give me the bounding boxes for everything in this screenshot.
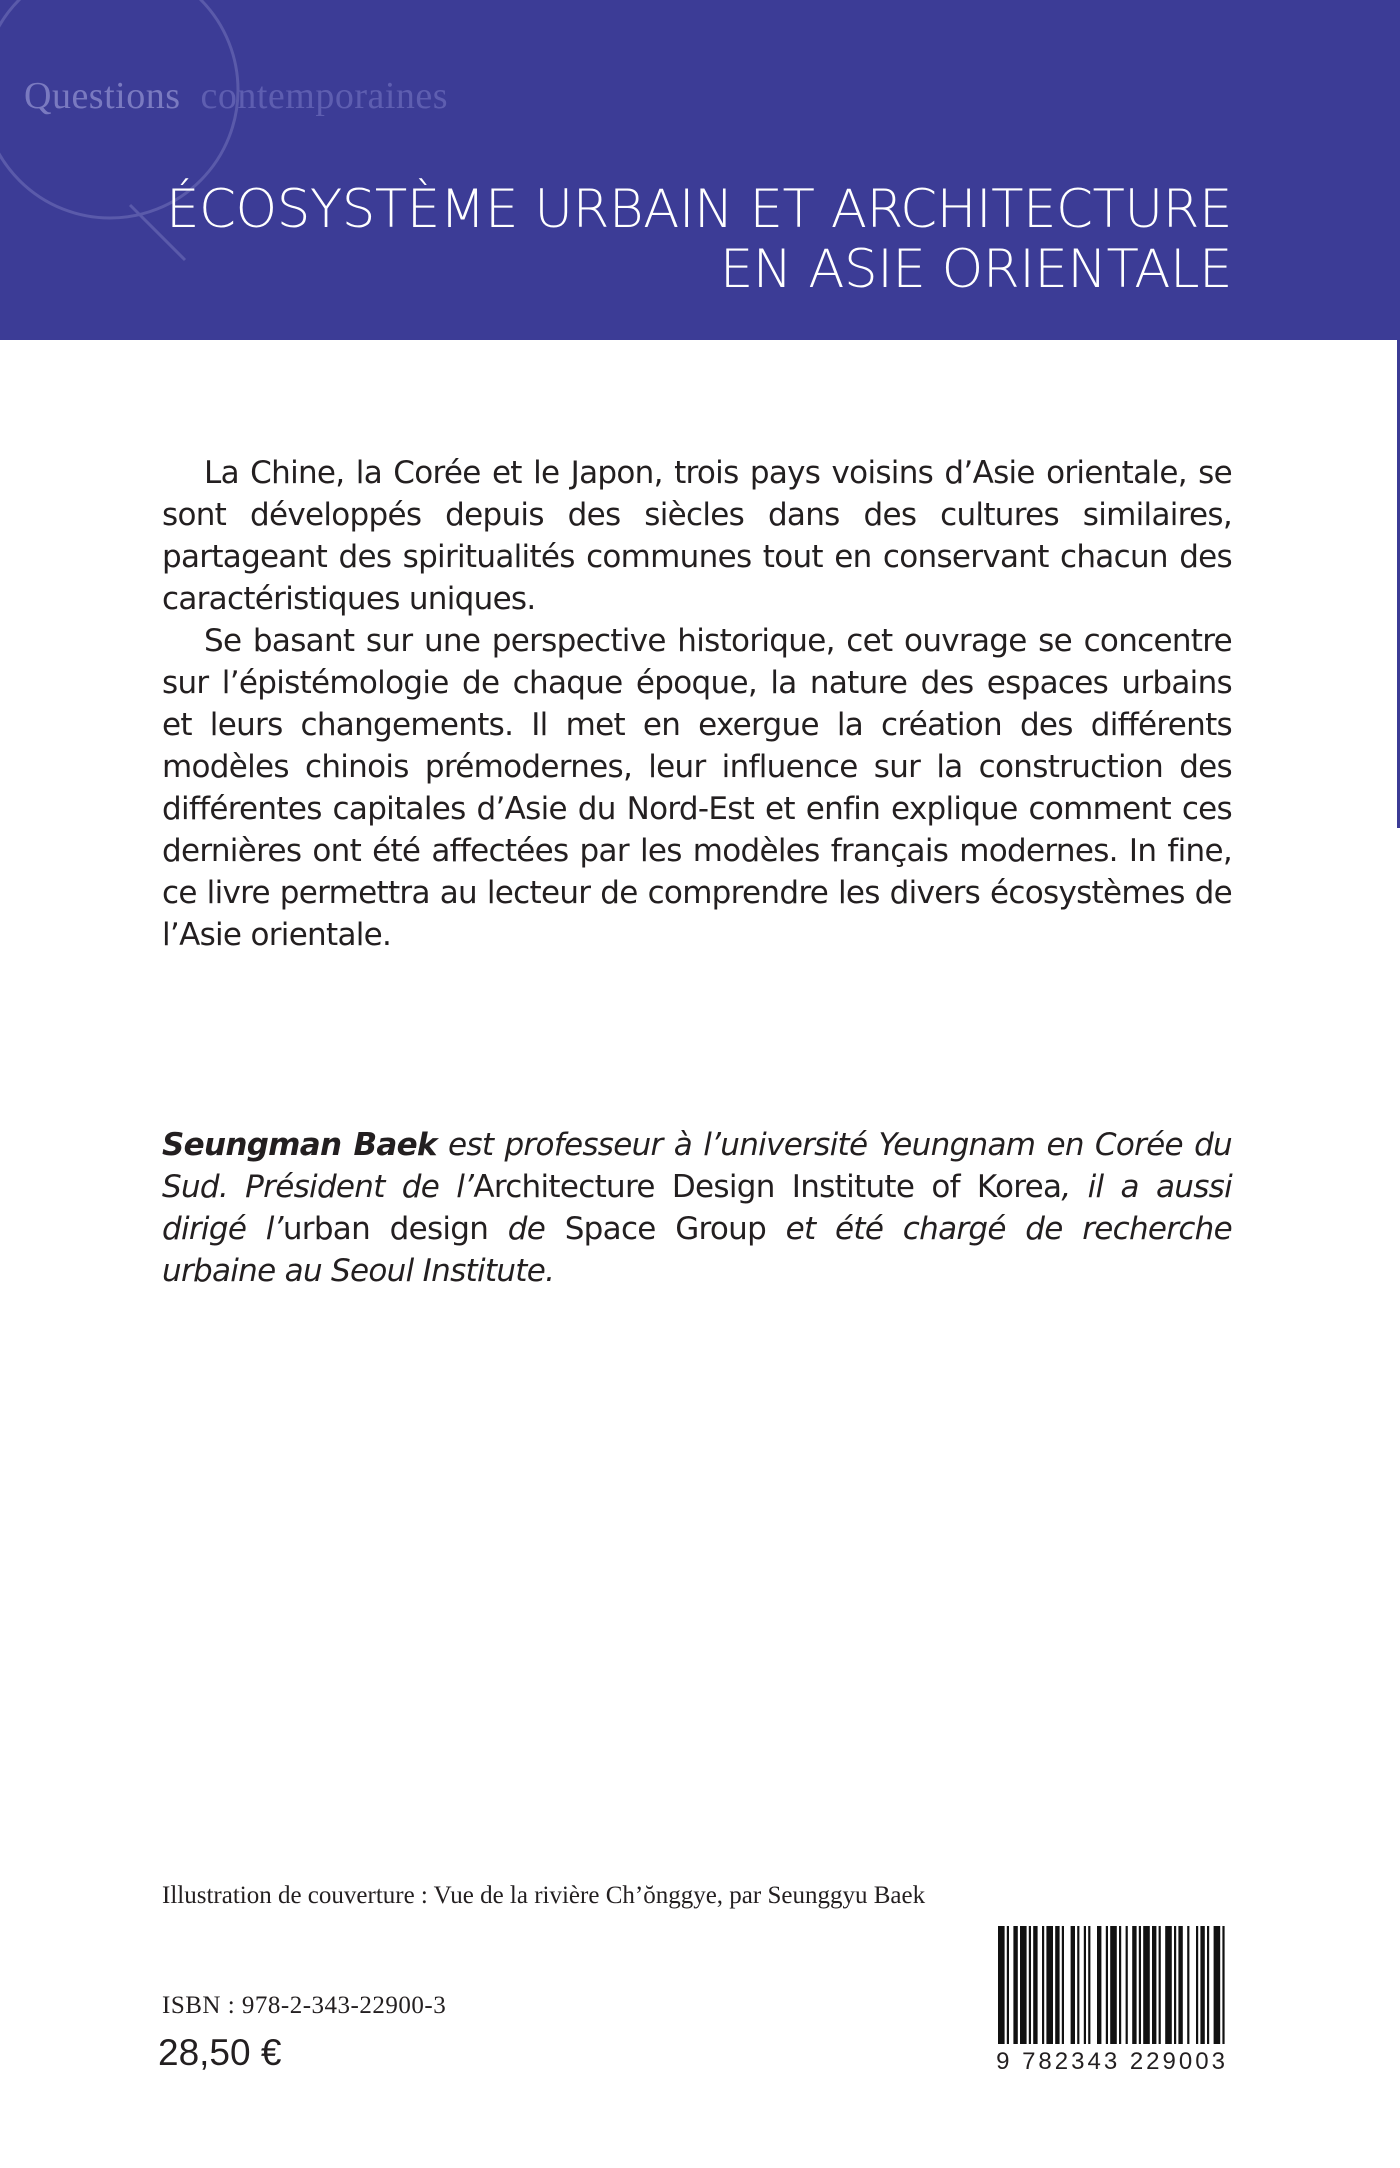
- author-bio-seg6: Space Group: [564, 1211, 767, 1247]
- barcode-bar: [1062, 1926, 1064, 2044]
- barcode-bar: [1046, 1926, 1053, 2044]
- barcode-bar: [1200, 1926, 1204, 2044]
- author-bio-seg5: de: [488, 1211, 565, 1247]
- barcode: [992, 1922, 1232, 2082]
- barcode-bar: [1084, 1926, 1086, 2044]
- isbn: ISBN : 978-2-343-22900-3: [162, 1992, 447, 2019]
- barcode-bar: [1196, 1926, 1198, 2044]
- author-bio: [162, 1124, 1232, 1292]
- author-name: Seungman Baek: [162, 1127, 437, 1163]
- barcode-bar: [1029, 1926, 1031, 2044]
- summary-paragraph-2: Se basant sur une perspective historique, cet ouvrage se concentre sur l’épistémologie de chaque époque, la nature des espaces urbains et leurs changements. Il met en exergue la création des différents modèles chinois prémodernes, leur influence sur la construction des différentes capitales d’Asie du Nord-Est et enfin explique comment ces dernières ont été affectées par les modèles français modernes. In fine, ce livre permettra au lecteur de comprendre les divers écosystèmes de l’Asie orientale.: [162, 623, 1232, 953]
- barcode-bar: [1088, 1926, 1090, 2044]
- barcode-bar: [1033, 1926, 1037, 2044]
- summary-paragraph-1: La Chine, la Corée et le Japon, trois pays voisins d’Asie orientale, se sont développés depuis des siècles dans des cultures similaires, partageant des spiritualités communes tout en conservant chacun des caractéristiques uniques.: [162, 455, 1232, 617]
- barcode-bar: [1097, 1926, 1101, 2044]
- author-bio-seg7: et été chargé de recherche urbaine au Seoul Institute.: [162, 1211, 1232, 1289]
- barcode-bar: [1207, 1926, 1209, 2044]
- book-title-line1: ÉCOSYSTÈME URBAIN ET ARCHITECTURE: [166, 179, 1232, 240]
- price: 28,50 €: [158, 2032, 282, 2073]
- barcode-bar: [1174, 1926, 1176, 2044]
- barcode-bar: [1055, 1926, 1059, 2044]
- barcode-bar: [1042, 1926, 1044, 2044]
- barcode-bar: [1119, 1926, 1121, 2044]
- barcode-bar: [1077, 1926, 1079, 2044]
- barcode-bar: [998, 1926, 1005, 2044]
- author-bio-seg2: Architecture Design Institute of Korea: [473, 1169, 1062, 1205]
- barcode-bar: [1187, 1926, 1189, 2044]
- barcode-bar: [1110, 1926, 1117, 2044]
- book-title-line2: EN ASIE ORIENTALE: [719, 239, 1232, 300]
- barcode-bar: [1143, 1926, 1150, 2044]
- barcode-bar: [1106, 1926, 1108, 2044]
- author-bio-seg3: , il a aussi dirigé l’: [162, 1169, 1233, 1247]
- barcode-bar: [1165, 1926, 1172, 2044]
- cover-illustration-credit: Illustration de couverture : Vue de la rivière Ch’ŏnggye, par Seunggyu Baek: [162, 1882, 926, 1909]
- series-name-part2: contemporaines: [200, 75, 449, 117]
- barcode-bar: [1139, 1926, 1141, 2044]
- author-bio-paragraph: [162, 1124, 1232, 1292]
- barcode-number: 9 782343 229003: [996, 2048, 1228, 2075]
- barcode-bar: [1126, 1926, 1128, 2044]
- barcode-bar: [1178, 1926, 1182, 2044]
- cover-header: [0, 0, 1400, 340]
- barcode-bar: [1152, 1926, 1156, 2044]
- author-bio-seg1: est professeur à l’université Yeungnam en Corée du Sud. Président de l’: [162, 1127, 1232, 1205]
- series-name-part1: Questions: [24, 75, 181, 117]
- author-bio-seg4: urban design: [282, 1211, 489, 1247]
- barcode-bar: [1214, 1926, 1221, 2044]
- barcode-bar: [1020, 1926, 1027, 2044]
- barcode-bar: [1071, 1926, 1075, 2044]
- barcode-bar: [1222, 1926, 1224, 2044]
- barcode-bar: [1013, 1926, 1017, 2044]
- book-title: [166, 180, 1232, 300]
- book-summary: [162, 452, 1232, 956]
- barcode-icon: [992, 1922, 1232, 2046]
- series-name: [24, 74, 448, 118]
- barcode-bar: [1159, 1926, 1161, 2044]
- barcode-bar: [1007, 1926, 1009, 2044]
- barcode-bar: [1132, 1926, 1136, 2044]
